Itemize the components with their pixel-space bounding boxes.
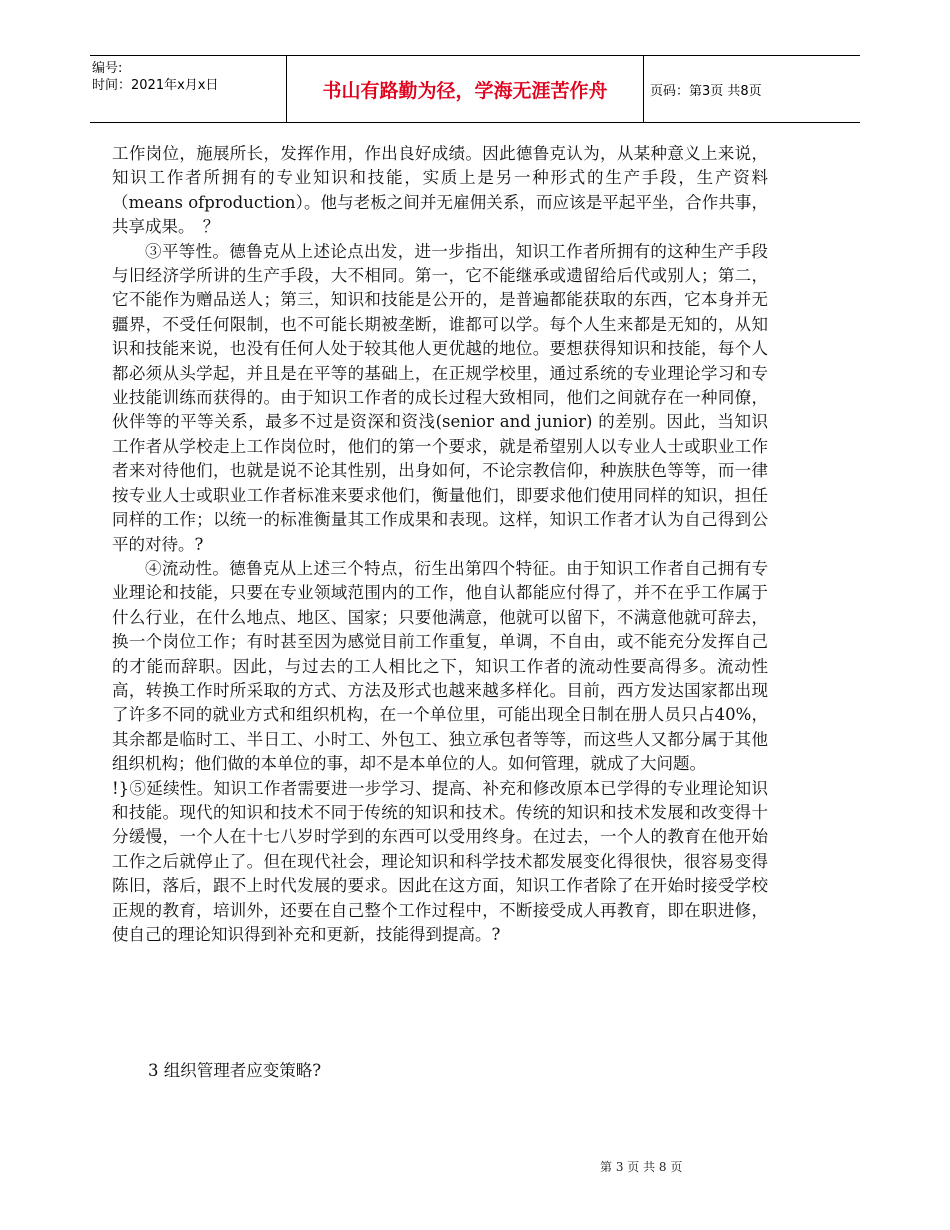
section-heading: 3 组织管理者应变策略? <box>148 1061 322 1080</box>
paragraph-continuity: !}⑤延续性。知识工作者需要进一步学习、提高、补充和修改原本已学得的专业理论知识和技能。现代的知识和技术不同于传统的知识和技术。传统的知识和技术发展和改变得十分缓慢，一个人在十七八岁时学到的东西可以受用终身。在过去，一个人的教育在他开始工作之后就停止了。但在现代社会，理论知识和科学技术都发展变化得很快，很容易变得陈旧，落后，跟不上时代发展的要求。因此在这方面，知识工作者除了在开始时接受学校正规的教育，培训外，还要在自己整个工作过程中，不断接受成人再教育，即在职进修，使自己的理论知识得到补充和更新，技能得到提高。? <box>112 778 768 944</box>
page-header <box>90 55 860 123</box>
paragraph-mobility: ④流动性。德鲁克从上述三个特点，衍生出第四个特征。由于知识工作者自己拥有专业理论和技能，只要在专业领域范围内的工作，他自认都能应付得了，并不在乎工作属于什么行业，在什么地点、地区、国家；只要他满意，他就可以留下，不满意他就可辞去，换一个岗位工作；有时甚至因为感觉目前工作重复，单调，不自由，或不能充分发挥自己的才能而辞职。因此，与过去的工人相比之下，知识工作者的流动性要高得多。流动性高，转换工作时所采取的方式、方法及形式也越来越多样化。目前，西方发达国家都出现了许多不同的就业方式和组织机构，在一个单位里，可能出现全日制在册人员只占40%，其余都是临时工、半日工、小时工、外包工、独立承包者等等，而这些人又都分属于其他组织机构；他们做的本单位的事，却不是本单位的人。如何管理，就成了大问题。 <box>112 558 768 774</box>
header-page-info: 页码：第3页 共8页 <box>650 84 762 99</box>
paragraph-continuation: 工作岗位，施展所长，发挥作用，作出良好成绩。因此德鲁克认为，从某种意义上来说，知识工作者所拥有的专业知识和技能，实质上是另一种形式的生产手段，生产资料（means ofproduction）。他与老板之间并无雇佣关系，而应该是平起平坐，合作共事，共享成果。 ？ <box>112 144 768 237</box>
document-date: 时间：2021年x月x日 <box>92 78 219 93</box>
header-meta <box>92 60 282 94</box>
header-motto: 书山有路勤为径，学海无涯苦作舟 <box>286 56 644 122</box>
page-footer: 第 3 页 共 8 页 <box>600 1160 683 1174</box>
paragraph-equality: ③平等性。德鲁克从上述论点出发，进一步指出，知识工作者所拥有的这种生产手段与旧经济学所讲的生产手段，大不相同。第一，它不能继承或遗留给后代或别人；第二，它不能作为赠品送人；第三，知识和技能是公开的，是普遍都能获取的东西，它本身并无疆界，不受任何限制，也不可能长期被垄断，谁都可以学。每个人生来都是无知的，从知识和技能来说，也没有任何人处于较其他人更优越的地位。要想获得知识和技能，每个人都必须从头学起，并且是在平等的基础上，在正规学校里，通过系统的专业理论学习和专业技能训练而获得的。由于知识工作者的成长过程大致相同，他们之间就存在一种同僚，伙伴等的平等关系，最多不过是资深和资浅(senior and junior) 的差别。因此，当知识工作者从学校走上工作岗位时，他们的第一个要求，就是希望别人以专业人士或职业工作者来对待他们，也就是说不论其性别，出身如何，不论宗教信仰，种族肤色等等，而一律按专业人士或职业工作者标准来要求他们，衡量他们，即要求他们使用同样的知识，担任同样的工作；以统一的标准衡量其工作成果和表现。这样，知识工作者才认为自己得到公平的对待。? <box>112 241 768 554</box>
document-number-label: 编号: <box>92 61 123 76</box>
document-body <box>112 142 768 947</box>
